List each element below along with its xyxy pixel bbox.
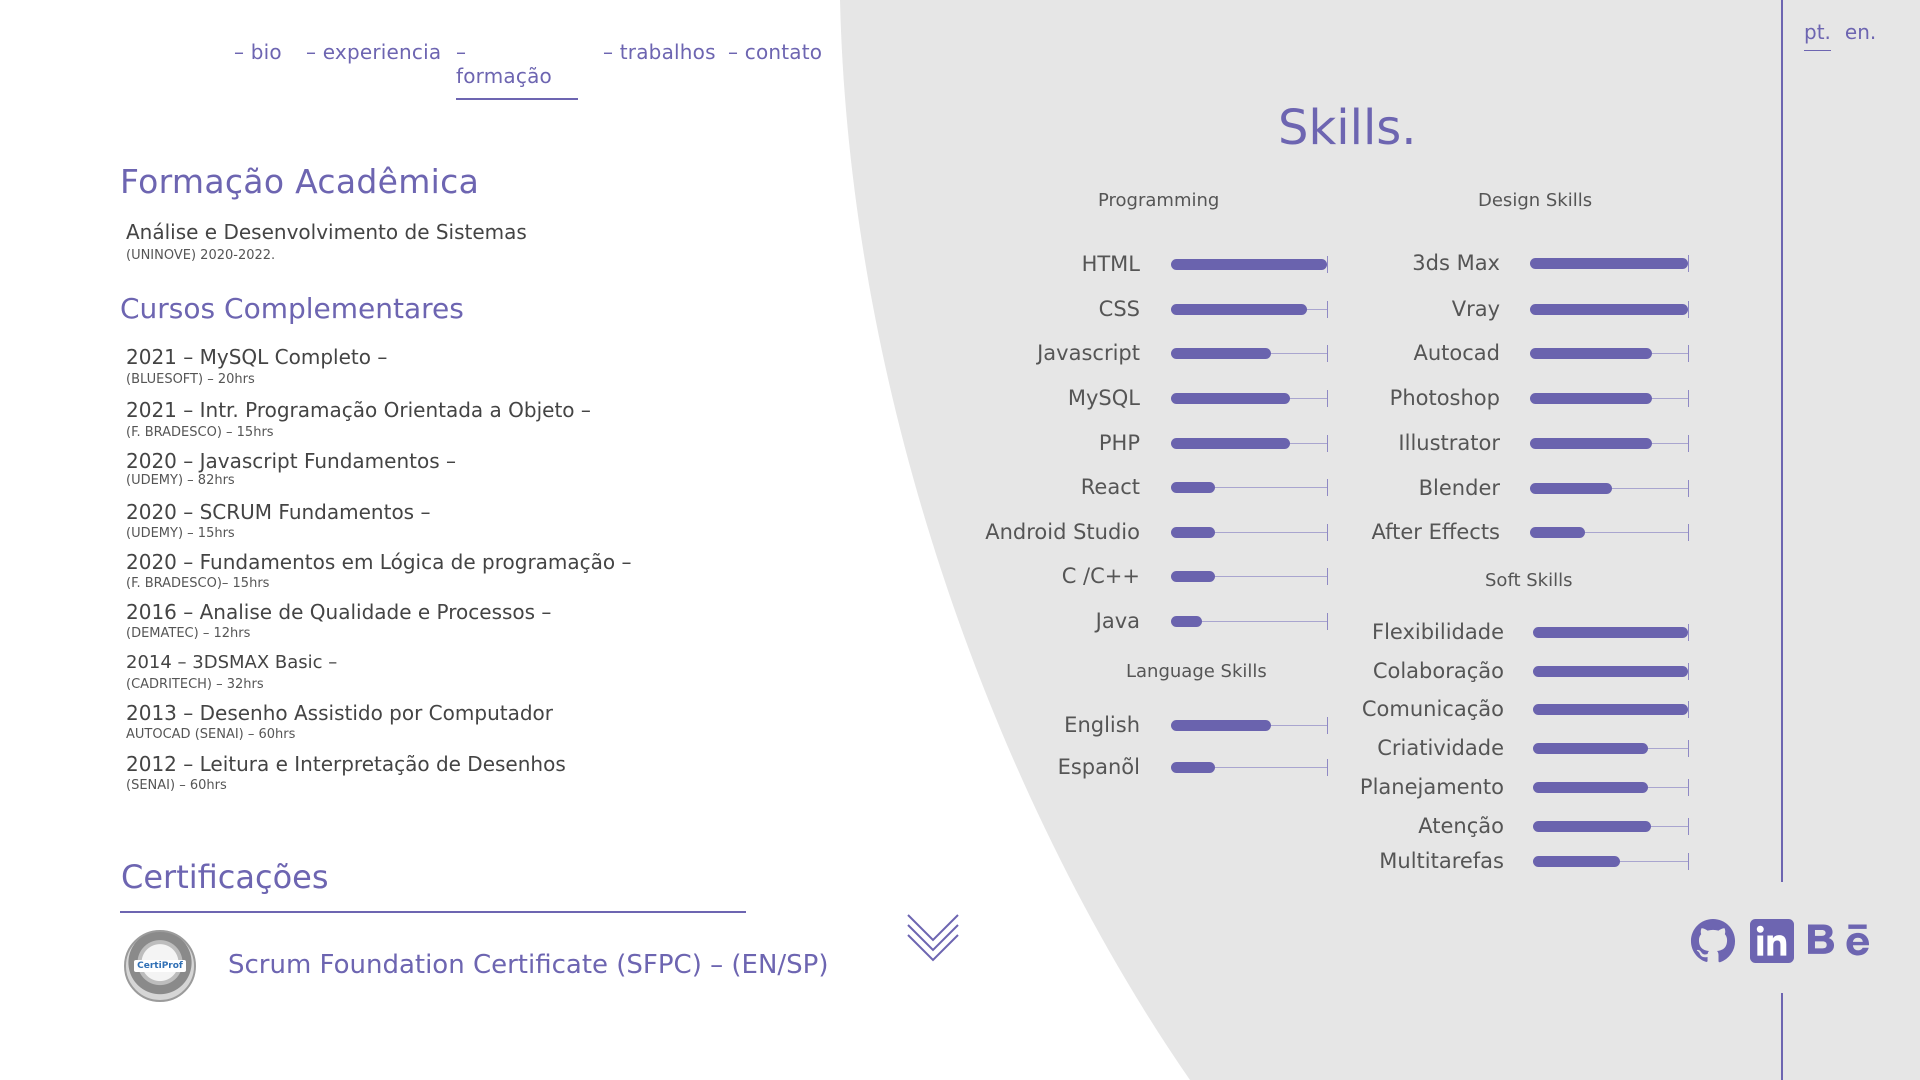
skill-label: Colaboração — [1372, 659, 1504, 683]
skill-label: Comunicação — [1361, 697, 1504, 721]
courses-title: Cursos Complementares — [120, 292, 464, 325]
skill-row-soft — [0, 814, 1688, 838]
course-sub: AUTOCAD (SENAI) – 60hrs — [126, 727, 296, 742]
skill-bar-fill — [1533, 666, 1688, 677]
course-title: 2012 – Leitura e Interpretação de Desenhos — [126, 752, 566, 776]
skill-label: Planejamento — [1359, 775, 1504, 799]
skill-label: MySQL — [1067, 386, 1140, 410]
nav-trabalhos[interactable]: – trabalhos — [603, 40, 716, 64]
course-sub: (CADRITECH) – 32hrs — [126, 677, 264, 692]
certifications-title: Certificações — [121, 858, 329, 896]
skill-label: CSS — [1098, 297, 1140, 321]
skill-label: PHP — [1098, 431, 1140, 455]
skill-bar-track — [1530, 309, 1688, 310]
course-sub: (F. BRADESCO)– 15hrs — [126, 576, 270, 591]
skill-bar-fill — [1171, 720, 1271, 731]
nav-experiencia[interactable]: – experiencia — [306, 40, 442, 64]
skill-row-soft — [0, 620, 1688, 644]
education-title: Formação Acadêmica — [120, 162, 480, 201]
skill-bar-track — [1530, 263, 1688, 264]
skill-label: HTML — [1081, 252, 1140, 276]
skill-bar-track — [1533, 671, 1688, 672]
certiprof-badge-icon — [124, 930, 196, 1002]
certificate-link[interactable]: Scrum Foundation Certificate (SFPC) – (EN/SP) — [228, 950, 829, 980]
skill-row-design — [0, 520, 1688, 544]
linkedin-icon[interactable] — [1750, 919, 1794, 963]
skill-label: Espanõl — [1057, 755, 1140, 779]
skill-bar-track — [1171, 725, 1327, 726]
skill-bar-fill — [1530, 393, 1652, 404]
skill-row-design — [0, 251, 1688, 275]
course-title: 2021 – MySQL Completo – — [126, 345, 388, 369]
skill-bar-track — [1530, 353, 1688, 354]
skill-bar-fill — [1533, 627, 1688, 638]
certifications-divider — [120, 911, 746, 913]
programming-title: Programming — [1098, 190, 1220, 211]
skill-row-soft — [0, 736, 1688, 760]
lang-en[interactable]: en. — [1844, 20, 1877, 44]
nav-contato[interactable]: – contato — [728, 40, 823, 64]
scroll-down-chevron-icon[interactable] — [905, 912, 961, 964]
course-sub: (UDEMY) – 82hrs — [126, 473, 235, 488]
skill-row-programming — [0, 564, 1327, 588]
skill-bar-fill — [1533, 743, 1648, 754]
course-sub: (BLUESOFT) – 20hrs — [126, 372, 255, 387]
skill-bar-fill — [1530, 304, 1688, 315]
course-title: 2021 – Intr. Programação Orientada a Objeto – — [126, 398, 591, 422]
skill-label: Android Studio — [985, 520, 1140, 544]
skill-label: Illustrator — [1398, 431, 1500, 455]
skill-bar-track — [1530, 488, 1688, 489]
social-links — [1690, 918, 1874, 964]
skill-label: Blender — [1418, 476, 1500, 500]
degree-sub: (UNINOVE) 2020-2022. — [126, 248, 276, 263]
skill-label: 3ds Max — [1412, 251, 1500, 275]
course-title: 2013 – Desenho Assistido por Computador — [126, 701, 553, 725]
skill-label: React — [1080, 475, 1140, 499]
skill-bar-fill — [1530, 527, 1585, 538]
skill-row-design — [0, 341, 1688, 365]
skill-label: Javascript — [1037, 341, 1140, 365]
language-switch — [1804, 20, 1876, 51]
skill-row-design — [0, 476, 1688, 500]
skill-bar-fill — [1533, 821, 1651, 832]
right-divider-top — [1781, 0, 1783, 882]
skill-label: Java — [1095, 609, 1140, 633]
badge-text: CertiProf — [134, 960, 186, 972]
skill-label: Photoshop — [1389, 386, 1500, 410]
skill-bar-track — [1533, 787, 1688, 788]
course-sub: (UDEMY) – 15hrs — [126, 526, 235, 541]
skill-bar-fill — [1533, 782, 1648, 793]
skill-label: Autocad — [1413, 341, 1500, 365]
skill-bar-track — [1533, 709, 1688, 710]
skill-bar-track — [1533, 826, 1688, 827]
main-nav — [234, 40, 822, 100]
language-skills-title: Language Skills — [1126, 661, 1267, 682]
github-icon[interactable] — [1690, 918, 1736, 964]
skill-bar-fill — [1533, 704, 1688, 715]
right-divider-bottom — [1781, 993, 1783, 1080]
skill-row-design — [0, 297, 1688, 321]
course-title: 2020 – Javascript Fundamentos – — [126, 449, 456, 473]
skill-label: Atenção — [1418, 814, 1504, 838]
skill-label: C /C++ — [1061, 564, 1140, 588]
skill-row-design — [0, 431, 1688, 455]
skill-bar-track — [1533, 632, 1688, 633]
skill-row-soft — [0, 697, 1688, 721]
skill-label: Vray — [1451, 297, 1500, 321]
skill-row-soft — [0, 775, 1688, 799]
skill-bar-track — [1533, 861, 1688, 862]
skill-bar-fill — [1530, 483, 1612, 494]
soft-skills-title: Soft Skills — [1485, 570, 1573, 591]
design-skills-title: Design Skills — [1478, 190, 1593, 211]
course-sub: (DEMATEC) – 12hrs — [126, 626, 251, 641]
skill-bar-track — [1530, 443, 1688, 444]
course-title: 2020 – SCRUM Fundamentos – — [126, 500, 431, 524]
course-title: 2016 – Analise de Qualidade e Processos – — [126, 600, 552, 624]
skill-bar-track — [1530, 398, 1688, 399]
skill-row-soft — [0, 849, 1688, 873]
skill-label: Flexibilidade — [1371, 620, 1504, 644]
course-sub: (SENAI) – 60hrs — [126, 778, 227, 793]
skill-bar-track — [1530, 532, 1688, 533]
skill-bar-fill — [1530, 348, 1652, 359]
skills-title: Skills. — [1278, 100, 1417, 156]
skill-bar-fill — [1533, 856, 1620, 867]
lang-pt[interactable]: pt. — [1804, 20, 1831, 51]
nav-formacao[interactable]: – formação — [456, 40, 578, 100]
skill-label: English — [1064, 713, 1140, 737]
skill-row-design — [0, 386, 1688, 410]
behance-icon[interactable] — [1808, 919, 1874, 963]
skill-bar-track — [1533, 748, 1688, 749]
skill-bar-fill — [1530, 258, 1688, 269]
degree-title: Análise e Desenvolvimento de Sistemas — [126, 220, 527, 244]
nav-bio[interactable]: – bio — [234, 40, 282, 64]
skill-label: After Effects — [1371, 520, 1500, 544]
course-title: 2014 – 3DSMAX Basic – — [126, 652, 338, 673]
skill-bar-fill — [1171, 762, 1215, 773]
skill-bar-track — [1171, 576, 1327, 577]
skill-label: Multitarefas — [1379, 849, 1504, 873]
course-title: 2020 – Fundamentos em Lógica de programação – — [126, 550, 632, 574]
skill-bar-track — [1171, 767, 1327, 768]
skill-label: Criatividade — [1377, 736, 1504, 760]
skill-bar-fill — [1171, 571, 1215, 582]
course-sub: (F. BRADESCO) – 15hrs — [126, 425, 274, 440]
skill-row-soft — [0, 659, 1688, 683]
skill-bar-fill — [1530, 438, 1652, 449]
